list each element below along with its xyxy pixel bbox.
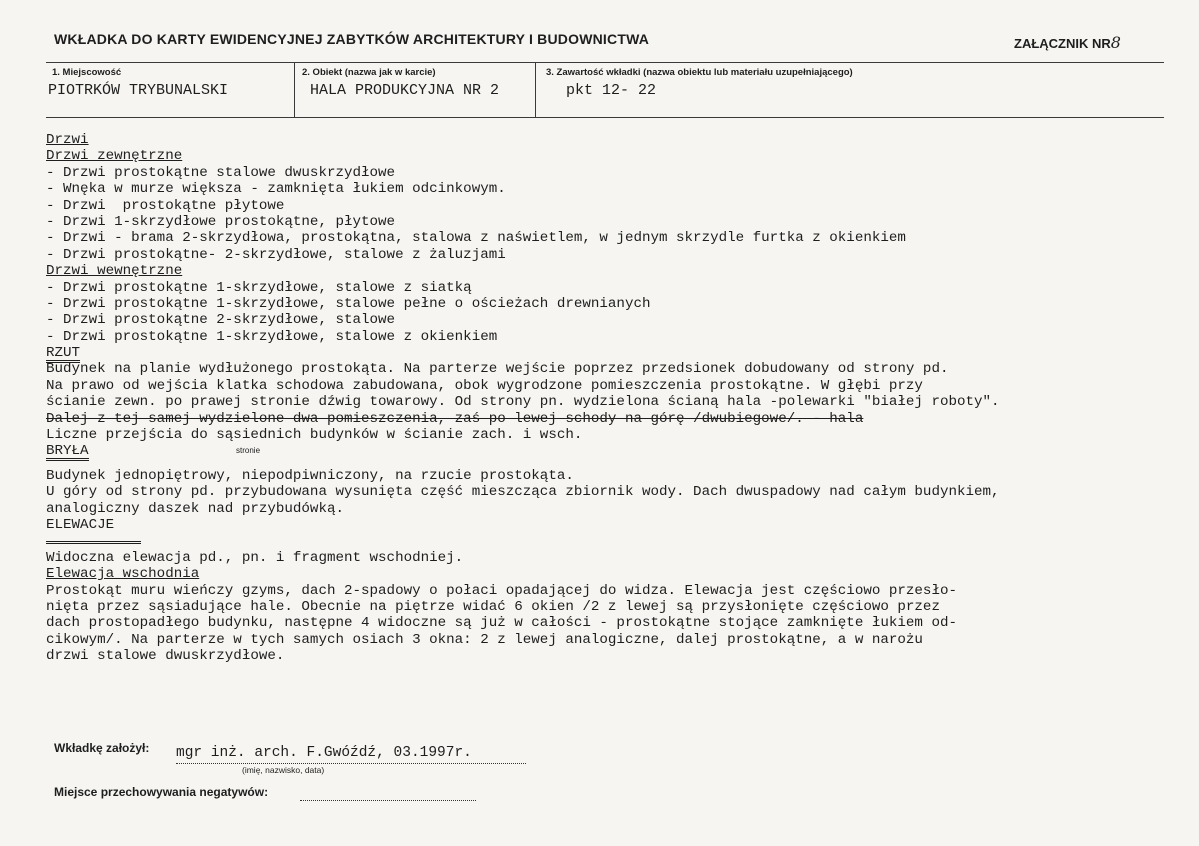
text-line: drzwi stalowe dwuskrzydłowe.: [46, 648, 285, 665]
negatives-label: Miejsce przechowywania negatywów:: [54, 785, 269, 799]
author-dotted-line: [176, 763, 526, 764]
negatives-dotted-line: [300, 800, 476, 801]
attachment-number-value: 8: [1110, 33, 1121, 52]
object-value: HALA PRODUKCYJNA NR 2: [310, 82, 500, 99]
text-line: U góry od strony pd. przybudowana wysunięta część mieszcząca zbiornik wody. Dach dwuspadowy nad całym budynkiem,: [46, 484, 1000, 501]
text-line: - Wnęka w murze większa - zamknięta łukiem odcinkowym.: [46, 181, 506, 198]
text-line: - Drzwi prostokątne 2-skrzydłowe, stalowe: [46, 312, 396, 329]
text-line: - Drzwi 1-skrzydłowe prostokątne, płytowe: [46, 213, 396, 230]
text-line: - Drzwi - brama 2-skrzydłowa, prostokątna, stalowa z naświetlem, w jednym skrzydle furtka z okienkiem: [46, 230, 906, 247]
author-label: Wkładkę założył:: [54, 741, 150, 755]
text-line: Prostokąt muru wieńczy gzyms, dach 2-spadowy o połaci opadającej do widza. Elewacja jest częściowo przesło-: [46, 582, 957, 599]
place-value: PIOTRKÓW TRYBUNALSKI: [48, 82, 229, 99]
card-title: WKŁADKA DO KARTY EWIDENCYJNEJ ZABYTKÓW ARCHITEKTURY I BUDOWNICTWA: [54, 31, 650, 47]
attachment-number: [1014, 33, 1121, 52]
text-line: - Drzwi prostokątne- 2-skrzydłowe, stalowe z żaluzjami: [46, 246, 506, 263]
content-value: pkt 12- 22: [566, 82, 657, 99]
text-line: cikowym/. Na parterze w tych samych osiach 3 okna: 2 z lewej analogiczne, dalej prostokątne, a w narożu: [46, 631, 923, 648]
header-rule-bottom: [46, 117, 1164, 118]
text-line: Budynek jednopiętrowy, niepodpiwniczony, na rzucie prostokąta.: [46, 467, 574, 484]
description-body: [46, 132, 1196, 665]
text-line: ścianie zewn. po prawej stronie dźwig towarowy. Od strony pn. wydzielona ścianą hala -polewarki "białej roboty".: [46, 394, 1000, 411]
heading-drzwi: Drzwi: [46, 132, 89, 148]
attachment-label: ZAŁĄCZNIK NR: [1014, 36, 1111, 51]
text-line: - Drzwi prostokątne 1-skrzydłowe, stalowe z siatką: [46, 279, 472, 296]
struck-out-line: Dalej z tej samej wydzielone dwa pomieszczenia, zaś po lewej schody na górę /dwubiegowe/. - hala: [46, 410, 864, 427]
text-line: analogiczny daszek nad przybudówką.: [46, 500, 344, 517]
field-divider-1: [294, 62, 295, 118]
field-divider-2: [535, 62, 536, 118]
object-label: 2. Obiekt (nazwa jak w karcie): [302, 67, 436, 78]
text-line: - Drzwi prostokątne płytowe: [46, 197, 285, 214]
text-line: Na prawo od wejścia klatka schodowa zabudowana, obok wygrodzone pomieszczenia prostokątne. W głębi przy: [46, 377, 923, 394]
heading-drzwi-wewnetrzne: Drzwi wewnętrzne: [46, 263, 183, 280]
author-value: mgr inż. arch. F.Gwóźdź, 03.1997r.: [176, 745, 472, 761]
place-label: 1. Miejscowość: [52, 67, 122, 78]
text-line: Widoczna elewacja pd., pn. i fragment wschodniej.: [46, 549, 464, 566]
heading-elewacje-rule: [46, 533, 1196, 549]
heading-drzwi-zewnetrzne: Drzwi zewnętrzne: [46, 148, 183, 165]
header-rule-top: [46, 62, 1164, 63]
text-line: dach prostopadłego budynku, następne 4 widoczne są już w całości - prostokątne stojące zamknięte łukiem od-: [46, 615, 957, 632]
margin-note: stronie: [236, 446, 261, 455]
content-label: 3. Zawartość wkładki (nazwa obiektu lub materiału uzupełniającego): [546, 67, 853, 78]
heading-elewacje: ELEWACJE: [46, 516, 115, 533]
text-line: nięta przez sąsiadujące hale. Obecnie na piętrze widać 6 okien /2 z lewej są przysłonięte częściowo przez: [46, 598, 940, 615]
text-line: Budynek na planie wydłużonego prostokąta. Na parterze wejście poprzez przedsionek dobudowany od strony pd.: [46, 361, 949, 378]
spacer: [46, 460, 1196, 468]
author-hint: (imię, nazwisko, data): [242, 765, 325, 775]
heading-bryla: BRYŁA: [46, 443, 89, 460]
heading-rzut: RZUT: [46, 345, 81, 362]
text-line: - Drzwi prostokątne 1-skrzydłowe, stalowe pełne o ościeżach drewnianych: [46, 295, 651, 312]
text-line: - Drzwi prostokątne stalowe dwuskrzydłowe: [46, 164, 396, 181]
heading-elewacja-wschodnia: Elewacja wschodnia: [46, 566, 200, 583]
text-line: Liczne przejścia do sąsiednich budynków w ścianie zach. i wsch.: [46, 427, 583, 444]
text-line: - Drzwi prostokątne 1-skrzydłowe, stalowe z okienkiem: [46, 328, 498, 345]
